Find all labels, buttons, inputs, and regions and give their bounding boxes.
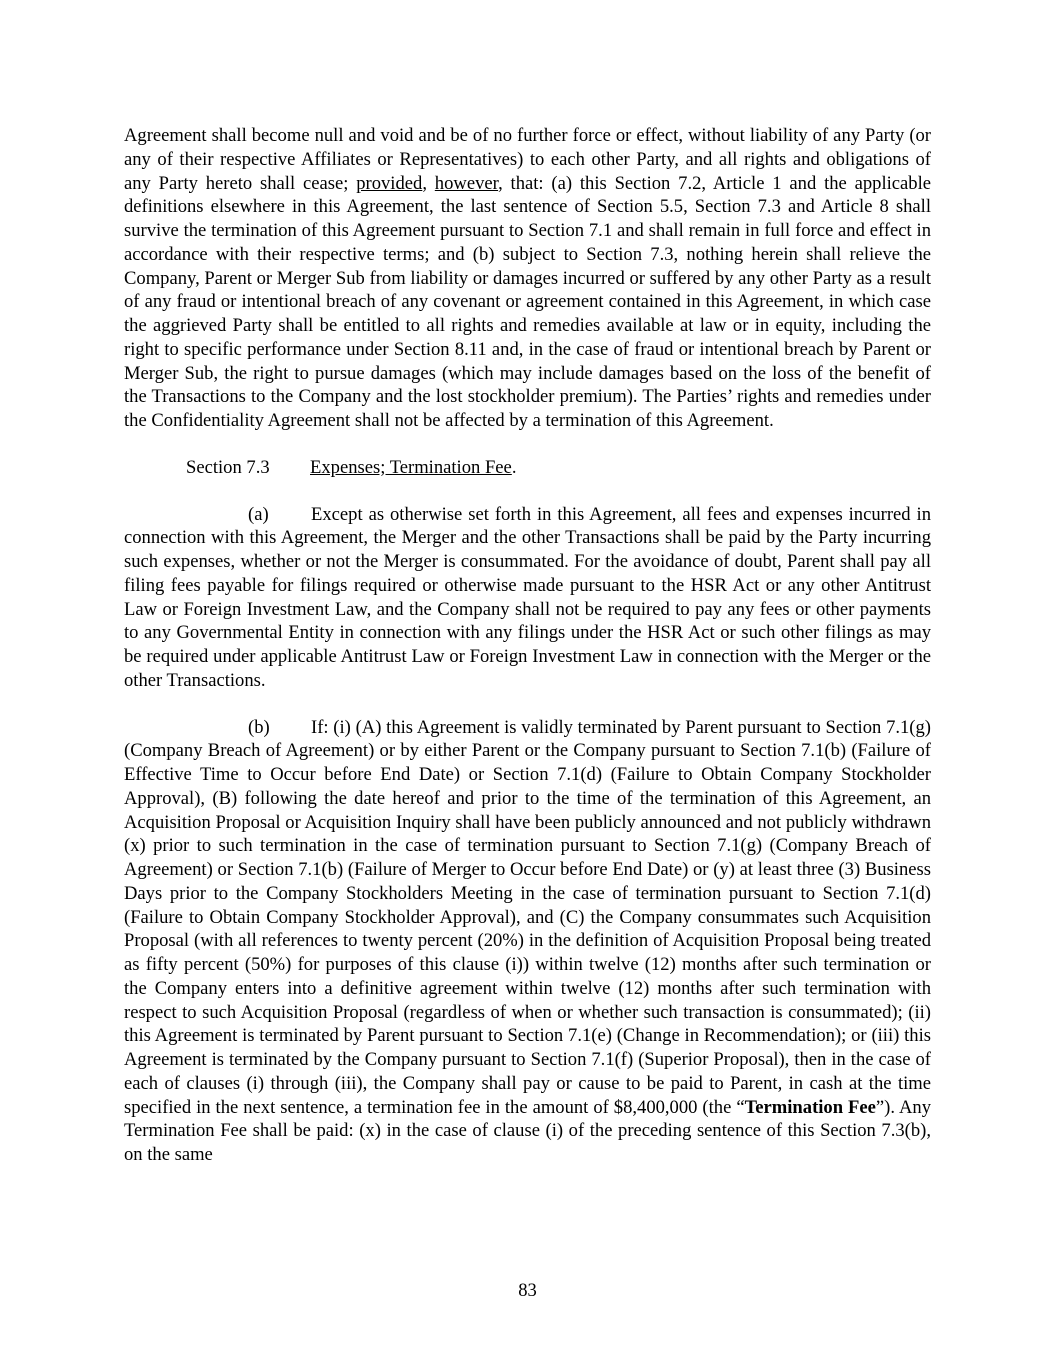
underlined-term-provided: provided [356, 172, 423, 194]
paragraph-a-expenses [124, 503, 931, 693]
clause-label-a: (a) [248, 503, 269, 525]
clause-label-b: (b) [248, 716, 270, 738]
paragraph-text: Agreement shall become null and void and be of no further force or effect, without liability of any Party (or any of their respective Affiliates or Representatives) to each other Party, and all rights and obligations of any Party hereto shall cease; [124, 125, 931, 194]
paragraph-text: , [422, 172, 435, 194]
paragraph-termination-effect [124, 124, 931, 433]
paragraph-text: Except as otherwise set forth in this Agreement, all fees and expenses incurred in connection with this Agreement, the Merger and the other Transactions shall be paid by the Party incurring such expenses, whether or not the Merger is consummated. For the avoidance of doubt, Parent shall pay all filing fees payable for filings required or otherwise made pursuant to the HSR Act or any other Antitrust Law or Foreign Investment Law, and the Company shall not be required to pay any fees or other payments to any Governmental Entity in connection with any filings under the HSR Act or such other filings as may be required under applicable Antitrust Law or Foreign Investment Law in connection with the Merger or the other Transactions. [124, 503, 931, 691]
section-title: Expenses; Termination Fee [310, 456, 512, 478]
section-heading [186, 456, 931, 480]
section-number: Section 7.3 [186, 456, 270, 478]
paragraph-b-termination-fee [124, 716, 931, 1167]
page-number: 83 [518, 1280, 537, 1301]
section-title-period: . [511, 456, 517, 478]
defined-term-termination-fee: Termination Fee [744, 1096, 876, 1118]
document-page [124, 124, 931, 1167]
paragraph-text: , that: (a) this Section 7.2, Article 1 and the applicable definitions elsewhere in this Agreement, the last sentence of Section 5.5, Section 7.3 and Article 8 shall survive the termination of this Agreement pursuant to Section 7.1 and shall remain in full force and effect in accordance with their respective terms; and (b) subject to Section 7.3, nothing herein shall relieve the Company, Parent or Merger Sub from liability or damages incurred or suffered by any other Party as a result of any fraud or intentional breach of any covenant or agreement contained in this Agreement, in which case the aggrieved Party shall be entitled to all rights and remedies available at law or in equity, including the right to specific performance under Section 8.11 and, in the case of fraud or intentional breach by Parent or Merger Sub, the right to pursue damages (which may include damages based on the loss of the benefit of the Transactions to the Company and the lost stockholder premium). The Parties’ rights and remedies under the Confidentiality Agreement shall not be affected by a termination of this Agreement. [124, 172, 932, 431]
paragraph-text: If: (i) (A) this Agreement is validly terminated by Parent pursuant to Section 7.1(g) (Company Breach of Agreement) or by either Parent or the Company pursuant to Section 7.1(b) (Failure of Effective Time to Occur before End Date) or Section 7.1(d) (Failure to Obtain Company Stockholder Approval), (B) following the date hereof and prior to the time of the termination of this Agreement, an Acquisition Proposal or Acquisition Inquiry shall have been publicly announced and not publicly withdrawn (x) prior to such termination in the case of termination pursuant to Section 7.1(g) (Company Breach of Agreement) or Section 7.1(b) (Failure of Merger to Occur before End Date) or (y) at least three (3) Business Days prior to the Company Stockholders Meeting in the case of termination pursuant to Section 7.1(d) (Failure to Obtain Company Stockholder Approval), and (C) the Company consummates such Acquisition Proposal (with all references to twenty percent (20%) in the definition of Acquisition Proposal being treated as fifty percent (50%) for purposes of this clause (i)) within twelve (12) months after such termination or the Company enters into a definitive agreement within twelve (12) months after such termination with respect to such Acquisition Proposal (regardless of when or whether such transaction is consummated); (ii) this Agreement is terminated by Parent pursuant to Section 7.1(e) (Change in Recommendation); or (iii) this Agreement is terminated by the Company pursuant to Section 7.1(f) (Superior Proposal), then in the case of each of clauses (i) through (iii), the Company shall pay or cause to be paid to Parent, in cash at the time specified in the next sentence, a termination fee in the amount of $8,400,000 (the “ [124, 716, 931, 1118]
paragraph-text: ”). Any Termination Fee shall be paid: (x) in the case of clause (i) of the preceding sentence of this Section 7.3(b), on the same [124, 1096, 931, 1165]
underlined-term-however: however [434, 172, 499, 194]
